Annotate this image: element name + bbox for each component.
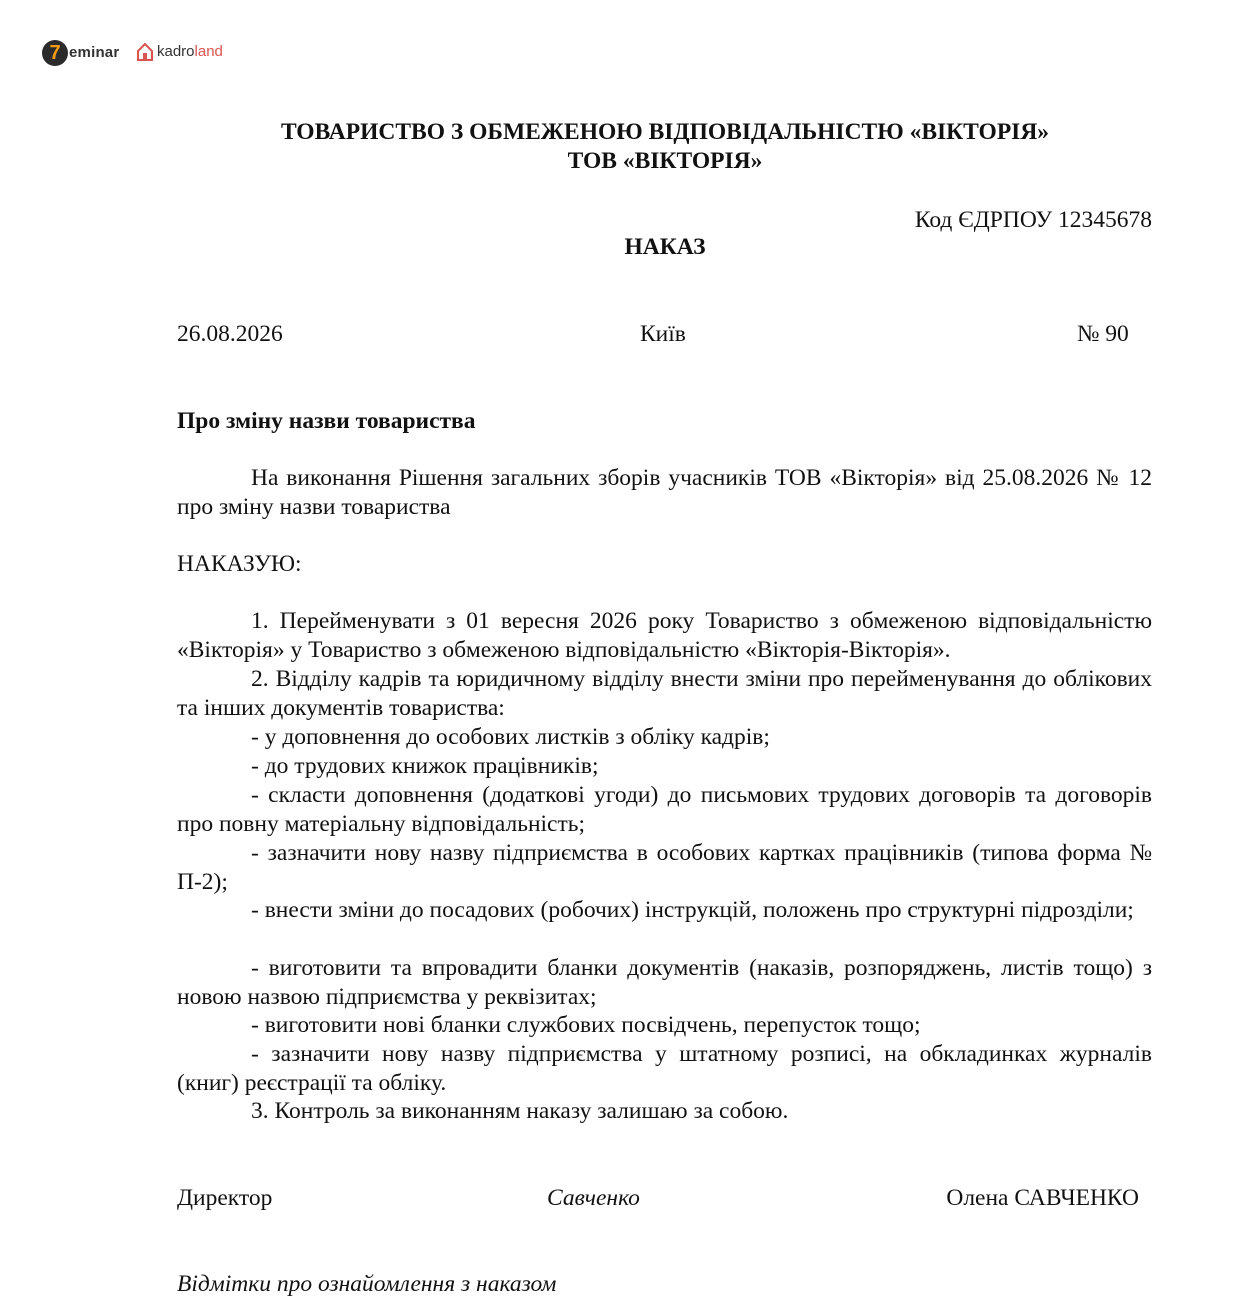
bullet-7 bbox=[177, 1011, 1152, 1040]
bullet-8 bbox=[177, 1040, 1152, 1098]
preamble bbox=[177, 464, 1152, 522]
seminar-logo-word: eminar bbox=[69, 44, 120, 61]
preamble-text: На виконання Рішення загальних зборів учасників ТОВ «Вікторія» від 25.08.2026 № 12 про зміну назви товариства bbox=[177, 465, 1152, 520]
order-city: Київ bbox=[640, 321, 686, 347]
order-word: НАКАЗУЮ: bbox=[177, 551, 302, 577]
acknowledgement-note: Відмітки про ознайомлення з наказом bbox=[177, 1271, 557, 1297]
bullet-1-text: - у доповнення до особових листків з обліку кадрів; bbox=[251, 724, 770, 750]
seminar-logo-mark: 7 bbox=[42, 40, 68, 66]
bullet-1 bbox=[177, 723, 1152, 752]
order-subject: Про зміну назви товариства bbox=[177, 408, 476, 434]
item-1-text: 1. Перейменувати з 01 вересня 2026 року Товариство з обмеженою відповідальністю «Вікторія» у Товариство з обмеженою відповідальністю «Вікторія-Вікторія». bbox=[177, 608, 1152, 663]
item-2-text: 2. Відділу кадрів та юридичному відділу внести зміни про перейменування до облікових та інших документів товариства: bbox=[177, 666, 1152, 721]
item-3 bbox=[177, 1097, 1152, 1126]
bullet-2-text: - до трудових книжок працівників; bbox=[251, 753, 599, 779]
kadroland-logo bbox=[136, 42, 223, 62]
bullet-6 bbox=[177, 954, 1152, 1012]
order-number: № 90 bbox=[1077, 321, 1129, 347]
bullet-7-text: - виготовити нові бланки службових посвідчень, перепусток тощо; bbox=[251, 1012, 921, 1038]
house-icon bbox=[136, 42, 154, 62]
bullet-6-text: - виготовити та впровадити бланки документів (наказів, розпоряджень, листів тощо) з новою назвою підприємства у реквізитах; bbox=[177, 955, 1152, 1010]
kadroland-word-a: kadro bbox=[157, 43, 195, 60]
seminar-logo bbox=[42, 38, 119, 68]
handwritten-signature: Савченко bbox=[547, 1185, 640, 1211]
signatory-name: Олена САВЧЕНКО bbox=[946, 1185, 1139, 1211]
company-short-name: ТОВ «ВІКТОРІЯ» bbox=[567, 148, 763, 174]
bullet-3 bbox=[177, 781, 1152, 839]
bullet-5 bbox=[177, 896, 1152, 925]
bullet-4-text: - зазначити нову назву підприємства в особових картках працівників (типова форма № П-2); bbox=[177, 840, 1152, 895]
edrpou-code: Код ЄДРПОУ 12345678 bbox=[914, 207, 1152, 233]
document-type: НАКАЗ bbox=[624, 234, 706, 260]
item-3-text: 3. Контроль за виконанням наказу залишаю за собою. bbox=[251, 1098, 789, 1124]
bullet-3-text: - скласти доповнення (додаткові угоди) до письмових трудових договорів та договорів про повну матеріальну відповідальність; bbox=[177, 782, 1152, 837]
bullet-4 bbox=[177, 839, 1152, 897]
bullet-8-text: - зазначити нову назву підприємства у штатному розписі, на обкладинках журналів (книг) реєстрації та обліку. bbox=[177, 1041, 1152, 1096]
item-2 bbox=[177, 665, 1152, 723]
bullet-5-text: - внести зміни до посадових (робочих) інструкцій, положень про структурні підрозділи; bbox=[251, 897, 1134, 923]
item-1 bbox=[177, 607, 1152, 665]
bullet-2 bbox=[177, 752, 1152, 781]
order-date: 26.08.2026 bbox=[177, 321, 283, 347]
signatory-position: Директор bbox=[177, 1185, 273, 1211]
company-full-name: ТОВАРИСТВО З ОБМЕЖЕНОЮ ВІДПОВІДАЛЬНІСТЮ «ВІКТОРІЯ» bbox=[280, 119, 1050, 145]
kadroland-word-b: land bbox=[194, 43, 223, 60]
